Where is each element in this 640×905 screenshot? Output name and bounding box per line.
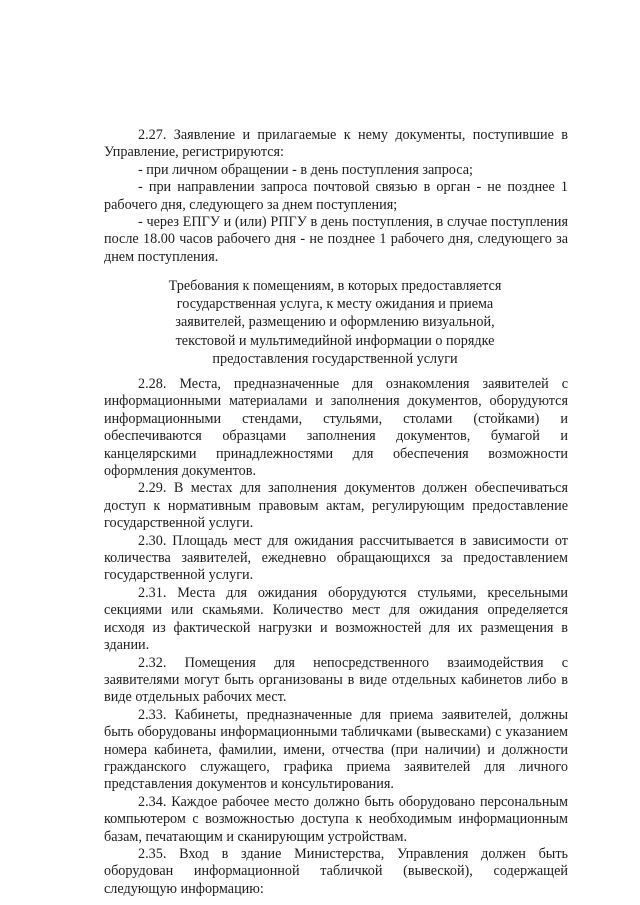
- section-heading: [150, 277, 520, 368]
- list-item-personal: - при личном обращении - в день поступления запроса;: [138, 161, 473, 178]
- paragraph-2-27: 2.27. Заявление и прилагаемые к нему документы, поступившие в Управление, регистрируются:: [104, 127, 568, 161]
- heading-line: предоставления государственной услуги: [212, 350, 458, 367]
- list-item-epgu: - через ЕПГУ и (или) РПГУ в день поступления, в случае поступления после 18.00 часов рабочего дня - не позднее 1 рабочего дня, следующего за днем поступления.: [104, 214, 568, 265]
- list-item-postal: - при направлении запроса почтовой связью в орган - не позднее 1 рабочего дня, следующего за днем поступления;: [104, 179, 568, 213]
- paragraph-2-28: 2.28. Места, предназначенные для ознакомления заявителей с информационными материалами и заполнения документов, оборудуются информационными стендами, стульями, столами (стойками) и обеспечиваются образцами заполнения документов, бумагой и канцелярскими принадлежностями для обеспечения возможности оформления документов.: [104, 376, 568, 480]
- paragraph-2-35: 2.35. Вход в здание Министерства, Управления должен быть оборудован информационной табличкой (вывеской), содержащей следующую информацию:: [104, 845, 568, 897]
- paragraph-2-32: 2.32. Помещения для непосредственного взаимодействия с заявителями могут быть организованы в виде отдельных кабинетов либо в виде отдельных рабочих мест.: [104, 654, 568, 706]
- section-registration: [104, 127, 568, 266]
- section-premises: [104, 376, 568, 898]
- paragraph-2-33: 2.33. Кабинеты, предназначенные для приема заявителей, должны быть оборудованы информационными табличками (вывесками) с указанием номера кабинета, фамилии, имени, отчества (при наличии) и должности гражданского служащего, графика приема заявителей для личного представления документов и консультирования.: [104, 706, 568, 793]
- heading-line: текстовой и мультимедийной информации о порядке: [175, 332, 495, 349]
- paragraph-2-29: 2.29. В местах для заполнения документов должен обеспечиваться доступ к нормативным правовым актам, регулирующим предоставление государственной услуги.: [104, 480, 568, 532]
- heading-line: государственная услуга, к месту ожидания и приема: [176, 296, 494, 313]
- heading-line: заявителей, размещению и оформлению визуальной,: [175, 314, 495, 331]
- paragraph-2-34: 2.34. Каждое рабочее место должно быть оборудовано персональным компьютером с возможностью доступа к необходимым информационным базам, печатающим и сканирующим устройствам.: [104, 793, 568, 845]
- paragraph-2-30: 2.30. Площадь мест для ожидания рассчитывается в зависимости от количества заявителей, ежедневно обращающихся за предоставлением государственной услуги.: [104, 532, 568, 584]
- paragraph-2-31: 2.31. Места для ожидания оборудуются стульями, кресельными секциями или скамьями. Количество мест для ожидания определяется исходя из фактической нагрузки и возможностей для их размещения в здании.: [104, 584, 568, 654]
- heading-line: Требования к помещениям, в которых предоставляется: [168, 278, 502, 294]
